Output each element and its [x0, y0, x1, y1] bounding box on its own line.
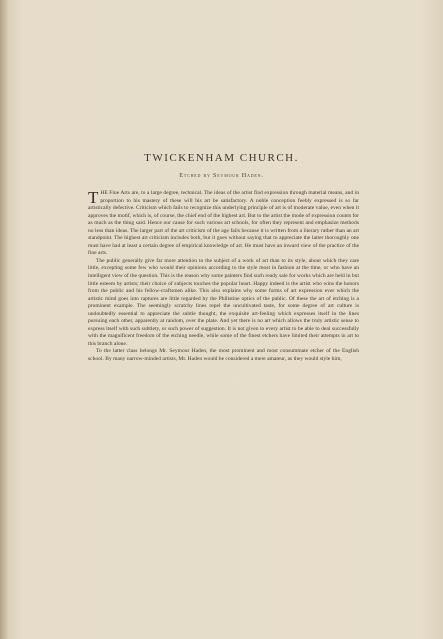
first-word-rest: HE	[100, 190, 108, 196]
paragraph-1	[88, 190, 359, 258]
paragraph-1-text: Fine Arts are, to a large degree, technical. The ideas of the artist find expression through material means, and in proportion to his mastery of these will his art be satisfactory. A noble conception feebly expressed is so far artistically defective. Criticism which fails to recognize this underlying principle of art is of moderate value, even when it approves the motif, which is, of course, the chief end of the highest art. But to the artist the mode of expression counts for as much as the thing said. Hence our cause for such various art schools, for often they represent and emphasize methods no less than ideas. The larger part of the art criticism of the age fails because it is written from a literary rather than an art standpoint. The highest art criticism includes both, but it goes without saying that to appreciate the latter thoroughly one must have had at least a certain degree of empirical knowledge of art. He must have an inward view of the practice of the fine arts.	[88, 190, 359, 257]
paragraph-3: To the latter class belongs Mr. Seymour Haden, the most prominent and most consummate etcher of the English school. By many narrow-minded artists, Mr. Haden would be considered a mere amateur, as they would style him,	[88, 348, 359, 363]
article-title: TWICKENHAM CHURCH.	[144, 152, 299, 164]
drop-cap: T	[88, 188, 99, 207]
page-spine-shadow	[0, 0, 8, 639]
article-subtitle: Etched by Seymour Haden.	[179, 172, 264, 179]
article-body	[88, 190, 359, 364]
paragraph-2: The public generally give far more attention to the subject of a work of art than to its style, about which they care little, excepting some few who would their opinions according to the style most in fashion at the time, or who have an intelligent view of the question. This is the reason why some painters find such ready sale for works which are held in but little esteem by artists; their choice of subjects touches the popular heart. Happy indeed is the artist who wins the honors from the public and his fellow-craftsmen alike. This also explains why some forms of art expression ever which the artistic mind goes into raptures are little regarded by the Philistine optics of the public. Of these the art of etching is a prominent example. The seemingly scratchy lines repel the uncultivated taste, for some degree of art culture is undoubtedly essential to appreciate the subtle thought, the exquisite art-feeling which expresses itself in the lines pursuing each other, apparently at random, over the plate. And yet there is no art which allows the truly artistic sense to express itself with such subtlety, or such power of suggestion. It is not given to every artist to be able to deal successfully with the magnificent freedom of the etching needle, while some of the finest etchers have limited their attempts in art to this branch alone.	[88, 257, 359, 347]
